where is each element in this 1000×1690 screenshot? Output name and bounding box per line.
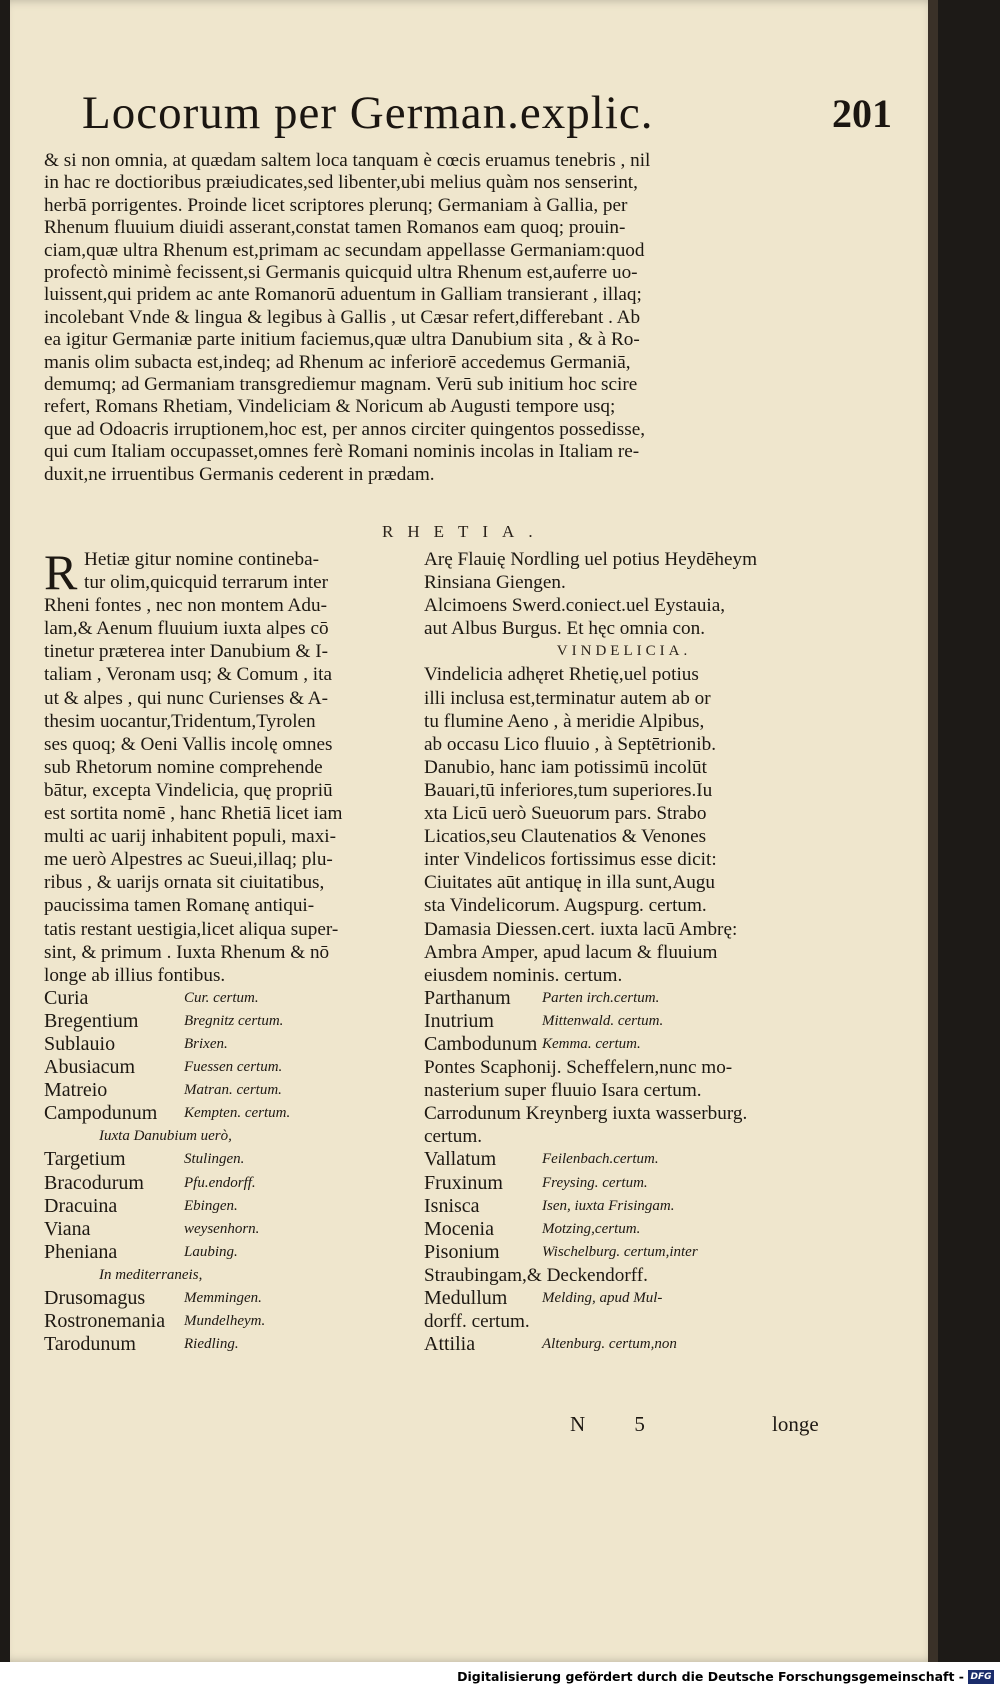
text-line: Alcimoens Swerd.coniect.uel Eystauia, — [424, 595, 726, 617]
latin-place-name: Mocenia — [424, 1217, 494, 1240]
footer — [457, 1669, 994, 1684]
place-entry — [424, 1195, 824, 1218]
running-head-title: Locorum per German.explic. — [82, 87, 654, 139]
vernacular-place-name: Kemma. certum. — [542, 1035, 641, 1052]
place-entry — [424, 1241, 824, 1264]
right-top-lines — [424, 548, 824, 640]
place-entry — [44, 1102, 414, 1125]
text-line: tu flumine Aeno , à meridie Alpibus, — [424, 710, 705, 732]
latin-place-name: Pheniana — [44, 1240, 118, 1263]
vernacular-place-name: Melding, apud Mul- — [542, 1290, 663, 1306]
latin-place-name: Isnisca — [424, 1194, 480, 1217]
text-line: herbā porrigentes. Proinde licet scriptores plerunq; Germaniam à Gallia, per — [44, 194, 628, 216]
text-line: taliam , Veronam usq; & Comum , ita — [44, 664, 332, 686]
place-entry — [424, 1172, 824, 1195]
place-entry — [44, 1033, 414, 1056]
text-line: certum. — [424, 1126, 483, 1148]
latin-place-name: Bracodurum — [44, 1171, 144, 1194]
footer-text: Digitalisierung gefördert durch die Deutsche Forschungsgemeinschaft - — [457, 1669, 964, 1684]
text-line: multi ac uarij inhabitent populi, maxi- — [44, 826, 337, 848]
vernacular-place-name: Kempten. certum. — [184, 1105, 291, 1122]
place-entry — [424, 1033, 824, 1056]
signature-mark: N 5 — [570, 1412, 667, 1436]
place-entry — [44, 1310, 414, 1333]
place-name-list — [424, 987, 824, 1357]
left-column — [44, 544, 414, 1356]
vernacular-place-name: Freysing. certum. — [542, 1174, 648, 1191]
text-line: tinetur præterea inter Danubium & I- — [44, 641, 328, 663]
section-heading-vindelicia: VINDELICIA. — [556, 643, 692, 660]
text-line: manis olim subacta est,indeq; ad Rhenum ac inferiorē accedemus Germaniā, — [44, 351, 631, 373]
latin-place-name: Dracuina — [44, 1194, 118, 1217]
text-line: me uerò Alpestres ac Sueui,illaq; plu- — [44, 849, 333, 871]
vernacular-place-name: Cur. certum. — [184, 989, 259, 1006]
latin-place-name: Targetium — [44, 1148, 126, 1171]
place-entry — [424, 987, 824, 1010]
text-line: nasterium super fluuio Isara certum. — [424, 1080, 702, 1102]
latin-place-name: Tarodunum — [44, 1333, 136, 1356]
text-line: illi inclusa est,terminatur autem ab or — [424, 687, 711, 709]
place-entry — [424, 1010, 824, 1033]
text-line: demumq; ad Germaniam transgrediemur magnam. Verū sub initium hoc scire — [44, 374, 638, 396]
text-line: Rheni fontes , nec non montem Adu- — [44, 595, 327, 617]
text-line: xta Licū uerò Sueuorum pars. Strabo — [424, 803, 707, 825]
vindelicia-paragraph — [424, 663, 824, 986]
text-line: Arę Flauię Nordling uel potius Heydēheym — [424, 549, 758, 570]
page-edge — [928, 0, 938, 1662]
vernacular-place-name: Brixen. — [184, 1035, 228, 1052]
text-line: thesim uocantur,Tridentum,Tyrolen — [44, 710, 316, 732]
vernacular-place-name: Bregnitz certum. — [184, 1012, 284, 1029]
place-entry — [44, 1172, 414, 1195]
vernacular-place-name: Feilenbach.certum. — [542, 1151, 659, 1168]
dfg-logo-icon: DFG — [968, 1670, 994, 1684]
text-line: Straubingam,& Deckendorff. — [424, 1264, 648, 1286]
vernacular-place-name: Matran. certum. — [184, 1082, 282, 1099]
latin-place-name: Attilia — [424, 1333, 476, 1356]
vernacular-place-name: Motzing,certum. — [542, 1220, 641, 1237]
text-line: tatis restant uestigia,licet aliqua super- — [44, 918, 339, 940]
rhetia-paragraph-lines — [44, 544, 414, 987]
drop-capital: R — [44, 544, 78, 600]
catchword: longe — [772, 1412, 819, 1436]
text-line: incolebant Vnde & lingua & legibus à Gallis , ut Cæsar refert,differebant . Ab — [44, 306, 641, 328]
text-line: Carrodunum Kreynberg iuxta wasserburg. — [424, 1103, 748, 1125]
section-heading-rhetia: RHETIA. — [382, 522, 547, 541]
text-line: inter Vindelicos fortissimus esse dicit: — [424, 849, 717, 871]
text-line: Ciuitates aūt antiquę in illa sunt,Augu — [424, 872, 715, 894]
text-line: bātur, excepta Vindelicia, quę propriū — [44, 779, 333, 801]
vernacular-place-name: Isen, iuxta Frisingam. — [542, 1197, 675, 1214]
text-line: longe ab illius fontibus. — [44, 964, 226, 986]
text-line: que ad Odoacris irruptionem,hoc est, per annos circiter quingentos possedisse, — [44, 418, 646, 440]
place-entry — [44, 1333, 414, 1356]
text-line: duxit,ne irruentibus Germanis cederent in prædam. — [44, 463, 435, 485]
latin-place-name: Fruxinum — [424, 1171, 503, 1194]
latin-place-name: Cambodunum — [424, 1032, 538, 1055]
text-line: qui cum Italiam occupasset,omnes ferè Romani nominis incolas in Italiam re- — [44, 441, 640, 463]
text-line: est sortita nomē , hanc Rhetiā licet iam — [44, 803, 343, 825]
text-line: Hetiæ gitur nomine contineba- — [84, 549, 319, 570]
latin-place-name: Viana — [44, 1217, 91, 1240]
place-entry — [44, 1010, 414, 1033]
text-line: Rhenum fluuium diuidi asserant,constat tamen Romanos eam quoq; prouin- — [44, 217, 626, 239]
text-line: in hac re doctioribus præiudicates,sed libenter,ubi melius quàm nos senserint, — [44, 172, 638, 194]
text-line: ut & alpes , qui nunc Curienses & A- — [44, 687, 329, 709]
book-page — [10, 0, 938, 1662]
latin-place-name: Parthanum — [424, 986, 511, 1009]
latin-place-name: Curia — [44, 986, 89, 1009]
vernacular-place-name: Wischelburg. certum,inter — [542, 1243, 698, 1260]
text-line: paucissima tamen Romanę antiqui- — [44, 895, 315, 917]
text-line: sub Rhetorum nomine comprehende — [44, 756, 323, 778]
text-line: ses quoq; & Oeni Vallis incolę omnes — [44, 733, 333, 755]
place-entry — [424, 1148, 824, 1171]
intro-paragraph — [44, 150, 904, 486]
text-line: sta Vindelicorum. Augspurg. certum. — [424, 895, 707, 917]
latin-place-name: Campodunum — [44, 1102, 158, 1125]
latin-place-name: Vallatum — [424, 1148, 497, 1171]
place-entry — [44, 1079, 414, 1102]
page-number: 201 — [832, 91, 892, 136]
latin-place-name: Inutrium — [424, 1009, 494, 1032]
text-line: Damasia Diessen.cert. iuxta lacū Ambrę: — [424, 918, 738, 940]
right-column — [424, 548, 824, 1356]
vernacular-place-name: Fuessen certum. — [184, 1059, 283, 1076]
text-line: Bauari,tū inferiores,tum superiores.Iu — [424, 779, 713, 801]
latin-place-name: Drusomagus — [44, 1287, 146, 1309]
place-entry — [44, 1287, 414, 1310]
text-line: refert, Romans Rhetiam, Vindeliciam & Noricum ab Augusti tempore usq; — [44, 396, 616, 418]
place-entry — [44, 1148, 414, 1171]
text-line: & si non omnia, at quædam saltem loca tanquam è cœcis eruamus tenebris , nil — [44, 150, 651, 171]
text-line: Rinsiana Giengen. — [424, 572, 566, 594]
text-line: ciam,quæ ultra Rhenum est,primam ac secundam appellasse Germaniam:quod — [44, 239, 645, 261]
place-entry — [44, 1241, 414, 1264]
latin-place-name: Bregentium — [44, 1009, 139, 1032]
text-line: eiusdem nominis. certum. — [424, 964, 623, 986]
vernacular-place-name: Laubing. — [184, 1243, 238, 1260]
running-head — [82, 80, 892, 150]
vernacular-place-name: Parten irch.certum. — [542, 989, 660, 1006]
vernacular-place-name: Ebingen. — [184, 1197, 238, 1214]
subgroup-label: Iuxta Danubium uerò, — [99, 1128, 232, 1145]
text-line: Pontes Scaphonij. Scheffelern,nunc mo- — [424, 1057, 733, 1079]
text-line: profectò minimè fecissent,si Germanis quicquid ultra Rhenum est,auferre uo- — [44, 262, 638, 284]
text-line: sint, & primum . Iuxta Rhenum & nō — [44, 941, 330, 963]
text-line: luissent,qui pridem ac ante Romanorū aduentum in Galliam transierant , illaq; — [44, 284, 642, 306]
place-entry — [424, 1287, 824, 1310]
place-entry — [44, 1195, 414, 1218]
vernacular-place-name: Mundelheym. — [184, 1313, 266, 1330]
vernacular-place-name: Mittenwald. certum. — [542, 1012, 664, 1029]
latin-place-name: Medullum — [424, 1287, 508, 1309]
place-entry — [424, 1333, 824, 1356]
text-line: Vindelicia adhęret Rhetię,uel potius — [424, 664, 699, 686]
vernacular-place-name: weysenhorn. — [184, 1220, 260, 1237]
text-line: ab occasu Lico fluuio , à Septētrionib. — [424, 733, 716, 755]
text-line: Danubio, hanc iam potissimū incolūt — [424, 756, 707, 778]
text-line: tur olim,quicquid terrarum inter — [84, 572, 329, 594]
vernacular-place-name: Memmingen. — [184, 1290, 262, 1306]
rhetia-paragraph — [44, 544, 414, 987]
latin-place-name: Rostronemania — [44, 1310, 166, 1333]
text-line: aut Albus Burgus. Et hęc omnia con. — [424, 618, 706, 640]
latin-place-name: Abusiacum — [44, 1056, 136, 1079]
vernacular-place-name: Altenburg. certum,non — [542, 1336, 677, 1353]
text-line: lam,& Aenum fluuium iuxta alpes cō — [44, 618, 329, 640]
place-name-list — [44, 987, 414, 1357]
latin-place-name: Matreio — [44, 1079, 108, 1102]
place-entry — [44, 987, 414, 1010]
text-line: Licatios,seu Clautenatios & Venones — [424, 826, 707, 848]
text-line: Ambra Amper, apud lacum & fluuium — [424, 941, 718, 963]
vernacular-place-name: Pfu.endorff. — [184, 1174, 256, 1191]
text-line: ea igitur Germaniæ parte initium faciemus,quæ ultra Danubium sita , & à Ro- — [44, 329, 640, 351]
vernacular-place-name: Stulingen. — [184, 1151, 245, 1168]
place-entry — [44, 1218, 414, 1241]
place-entry — [44, 1056, 414, 1079]
place-entry — [424, 1218, 824, 1241]
text-line: dorff. certum. — [424, 1311, 530, 1333]
subgroup-label: In mediterraneis, — [99, 1266, 203, 1283]
text-line: ribus , & uarijs ornata sit ciuitatibus, — [44, 872, 325, 894]
latin-place-name: Pisonium — [424, 1240, 500, 1263]
vernacular-place-name: Riedling. — [184, 1336, 239, 1353]
latin-place-name: Sublauio — [44, 1032, 116, 1055]
